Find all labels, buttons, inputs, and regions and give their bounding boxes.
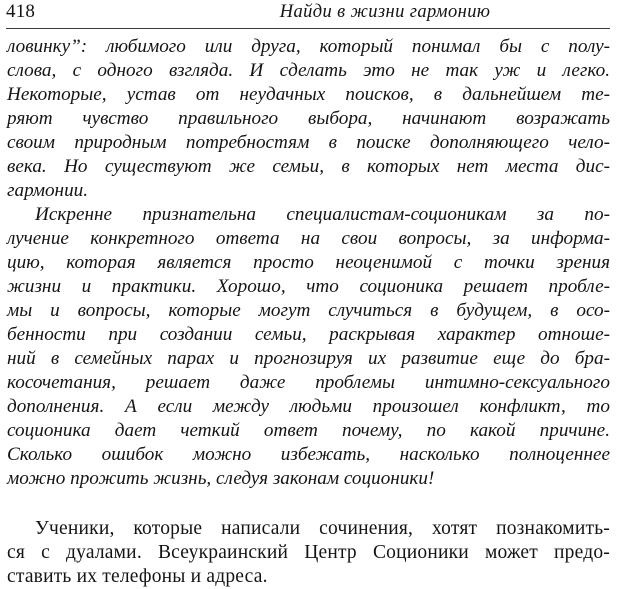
text-line: гармонии. [7,180,89,201]
text-line: слова, с одного взгляда. И сделать это не так уж и легко. [7,60,610,81]
text-line: лучение конкретного ответа на свои вопросы, за информа- [7,228,610,249]
text-line: ловинку”: любимого или друга, который понимал бы с полу- [7,36,610,57]
paragraph-letter-continuation [7,35,610,203]
paragraph-gratitude [7,203,610,491]
text-line: века. Но существуют же семьи, в которых нет места дис- [7,156,610,177]
text-line: Искренне признательна специалистам-соционикам за по- [35,204,610,225]
text-line: Некоторые, устав от неудачных поисков, в дальнейшем те- [7,84,610,105]
text-line: Ученики, которые написали сочинения, хотят познакомить- [35,518,610,539]
body-text [7,35,610,589]
text-line: своим природным потребностям в поиске дополняющего чело- [7,132,610,153]
text-line: косочетания, решает даже проблемы интимно-сексуального [7,372,610,393]
page-header [6,0,610,29]
paragraph-spacer [7,491,610,517]
text-line: Сколько ошибок можно избежать, насколько полноценнее [7,444,610,465]
text-line: соционика дает четкий ответ почему, по какой причине. [7,420,610,441]
text-line: жизни и практики. Хорошо, что соционика решает пробле- [7,276,610,297]
text-line: ставить их телефоны и адреса. [7,566,268,587]
text-line: ряют чувство правильного выбора, начинают возражать [7,108,610,129]
paragraph-students [7,517,610,589]
running-title: Найди в жизни гармонию [279,2,491,22]
text-line: мы и вопросы, которые могут случиться в будущем, в осо- [7,300,610,321]
text-line: дополнения. А если между людьми произошел конфликт, то [7,396,610,417]
text-line: цию, которая является просто неоценимой с точки зрения [7,252,610,273]
text-line: ся с дуалами. Всеукраинский Центр Соционики может предо- [7,542,610,563]
text-line: бенности при создании семьи, раскрывая характер отноше- [7,324,610,345]
text-line: можно прожить жизнь, следуя законам соционики! [7,468,435,489]
page-number: 418 [6,1,36,22]
text-line: ний в семейных парах и прогнозируя их развитие еще до бра- [7,348,610,369]
